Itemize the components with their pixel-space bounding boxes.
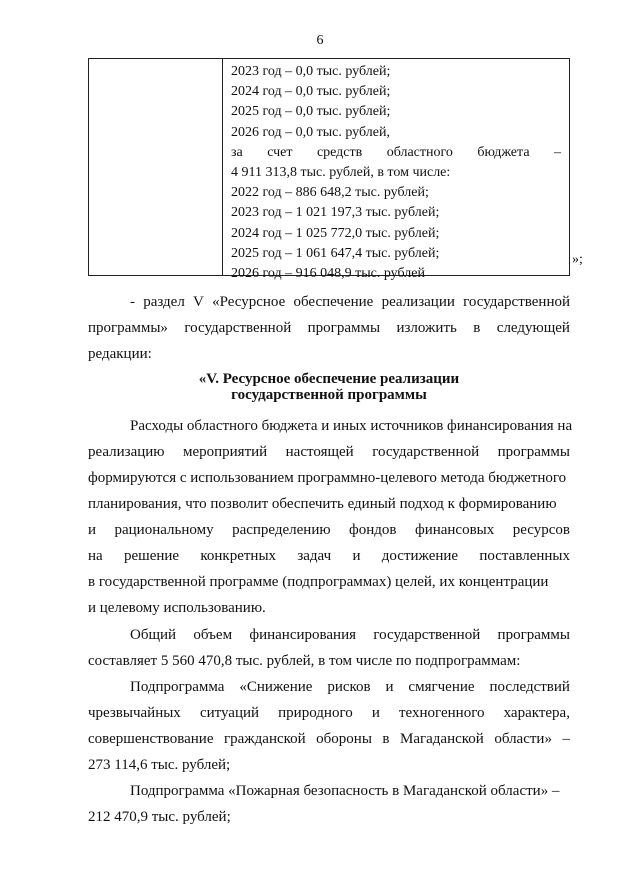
word: следующей [496, 320, 570, 336]
word: государственной [372, 444, 480, 460]
word: финансовых [414, 522, 495, 538]
word: рациональному [114, 522, 214, 538]
table-line: 2025 год – 1 061 647,4 тыс. рублей; [231, 245, 440, 261]
table-line: 2022 год – 886 648,2 тыс. рублей; [231, 185, 429, 201]
word: обеспечение [293, 294, 374, 310]
text-line: и целевому использованию. [88, 600, 266, 616]
word: достижение [381, 548, 459, 564]
word: реализации [381, 294, 455, 310]
section-heading [88, 371, 570, 403]
word: за [231, 144, 243, 160]
word: характера, [503, 705, 570, 721]
word: областного [386, 144, 453, 160]
text-line [88, 726, 570, 752]
word: - [130, 294, 135, 310]
text-line [88, 289, 570, 315]
text-line: составляет 5 560 470,8 тыс. рублей, в том числе по подпрограммам: [88, 653, 521, 669]
word: чрезвычайных [88, 705, 181, 721]
table-right-cell [223, 59, 569, 282]
table-line: 2026 год – 0,0 тыс. рублей, [231, 124, 390, 140]
word: – [562, 731, 570, 747]
text-line [88, 517, 570, 543]
word: на [88, 548, 103, 564]
table-line: 2023 год – 1 021 197,3 тыс. рублей; [231, 205, 440, 221]
text-line [88, 674, 570, 700]
text-line [88, 700, 570, 726]
paragraph-subprogram-fire [88, 778, 570, 830]
table-closing-mark: »; [572, 252, 583, 267]
word: объем [193, 627, 233, 643]
word: раздел [143, 294, 185, 310]
word: программы [307, 320, 381, 336]
text-line [88, 622, 570, 648]
word: смягчение [408, 679, 475, 695]
word: финансирования [249, 627, 357, 643]
word: – [553, 144, 561, 160]
table-line: 2024 год – 0,0 тыс. рублей; [231, 84, 391, 100]
text-line: Подпрограмма «Пожарная безопасность в Магаданской области» – [130, 783, 560, 799]
word: и [352, 548, 361, 564]
text-line: в государственной программе (подпрограммах) целей, их концентрации [88, 574, 549, 590]
table-line: 2025 год – 0,0 тыс. рублей; [231, 104, 391, 120]
word: Подпрограмма [130, 679, 225, 695]
word: и [88, 522, 97, 538]
word: государственной [463, 294, 570, 310]
paragraph-total-financing [88, 622, 570, 674]
paragraph-subprogram-risks [88, 674, 570, 778]
word: «Снижение [239, 679, 313, 695]
text-line: Расходы областного бюджета и иных источников финансирования на [130, 418, 573, 434]
word: Магаданской [399, 731, 484, 747]
word: государственной [184, 320, 292, 336]
word: конкретных [200, 548, 277, 564]
text-line: планирования, что позволит обеспечить единый подход к формированию [88, 496, 557, 512]
word: счет [267, 144, 293, 160]
word: области» [494, 731, 552, 747]
word: программы [497, 444, 570, 460]
word: поставленных [479, 548, 570, 564]
word: совершенствование [88, 731, 214, 747]
word: техногенного [399, 705, 485, 721]
word: обороны [316, 731, 372, 747]
word: программы» [88, 320, 168, 336]
text-line: 212 470,9 тыс. рублей; [88, 809, 231, 825]
word: V [193, 294, 204, 310]
word: последствий [489, 679, 570, 695]
text-line [88, 439, 570, 465]
table-line: 2023 год – 0,0 тыс. рублей; [231, 64, 391, 79]
text-line: формируются с использованием программно-целевого метода бюджетного [88, 470, 567, 486]
word: в [473, 320, 481, 336]
page-number: 6 [316, 33, 324, 48]
word: распределению [232, 522, 331, 538]
funding-source-line [231, 143, 561, 163]
table-line: 2024 год – 1 025 772,0 тыс. рублей; [231, 225, 440, 241]
funding-total-line: 4 911 313,8 тыс. рублей, в том числе: [231, 165, 451, 181]
word: программы [497, 627, 570, 643]
table-left-cell [89, 59, 223, 275]
word: «Ресурсное [212, 294, 286, 310]
word: мероприятий [182, 444, 268, 460]
table-line: 2026 год – 916 048,9 тыс. рублей [231, 266, 425, 282]
word: и [371, 705, 380, 721]
text-line [88, 315, 570, 341]
heading-line: государственной программы [231, 387, 427, 403]
word: настоящей [285, 444, 354, 460]
word: изложить [396, 320, 457, 336]
word: рисков [327, 679, 371, 695]
word: задач [297, 548, 332, 564]
word: бюджета [477, 144, 530, 160]
word: ресурсов [512, 522, 570, 538]
text-line [88, 543, 570, 569]
word: гражданской [223, 731, 306, 747]
intro-paragraph [88, 289, 570, 367]
word: государственной [373, 627, 481, 643]
word: и [385, 679, 394, 695]
text-line: 273 114,6 тыс. рублей; [88, 757, 231, 773]
word: средств [316, 144, 363, 160]
word: в [382, 731, 390, 747]
word: Общий [130, 627, 177, 643]
word: ситуаций [199, 705, 260, 721]
word: реализацию [88, 444, 165, 460]
heading-line: «V. Ресурсное обеспечение реализации [198, 371, 460, 387]
word: фондов [349, 522, 397, 538]
word: природного [278, 705, 353, 721]
funding-table [88, 58, 570, 282]
word: решение [123, 548, 180, 564]
paragraph-expenses [88, 413, 573, 621]
text-line: редакции: [88, 346, 152, 362]
